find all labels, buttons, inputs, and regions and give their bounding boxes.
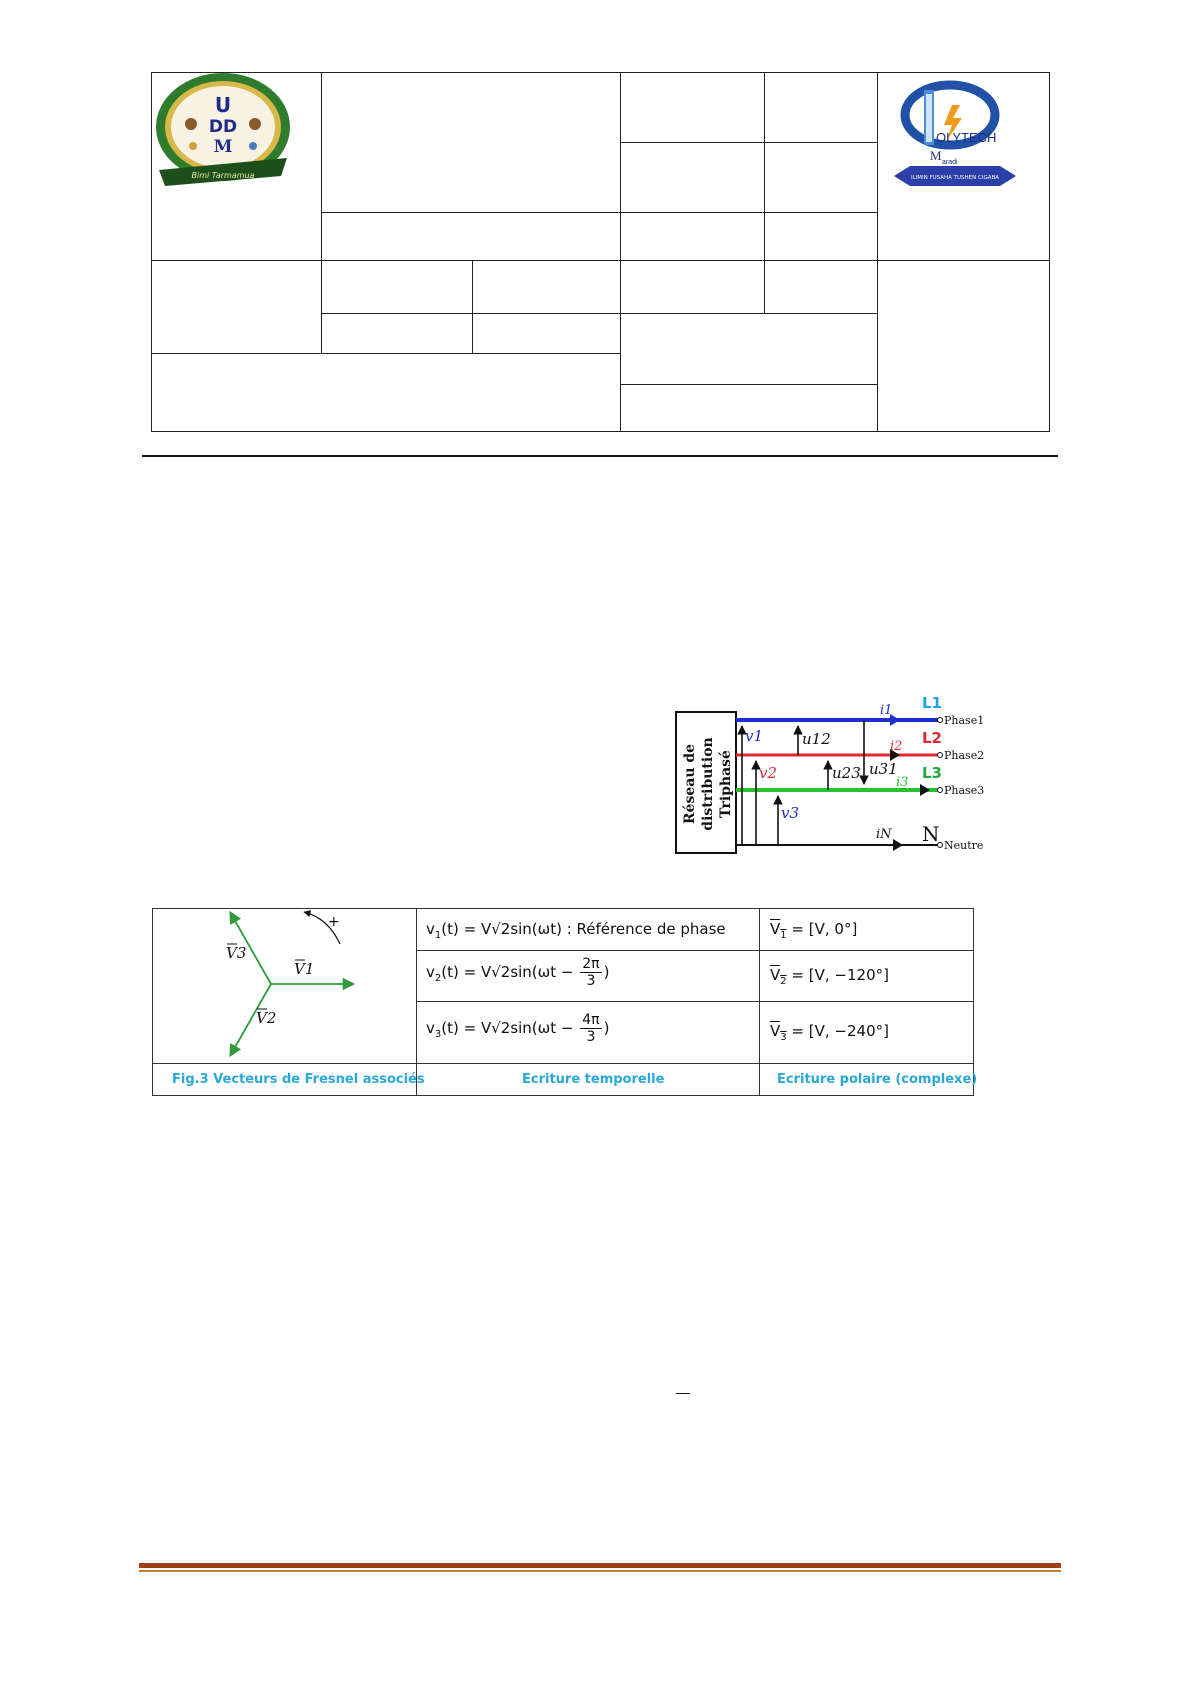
header-rule [151,260,1049,261]
header-rule [472,313,473,354]
polar-eq-2: $\overline{V}_2 = [V$, −120°] [770,966,889,987]
phase3-name: Phase3 [944,784,985,797]
current-i1-label: i1 [880,703,893,718]
header-rule [620,72,621,432]
voltage-u31-label: u31 [869,760,898,778]
voltage-v1-label: v1 [745,727,764,745]
voltage-v2-label: v2 [759,764,778,782]
header-rule [151,353,621,354]
uddm-letters-dd: DD [208,117,238,137]
phase1-name: Phase1 [944,714,985,727]
caption-fig3: Fig.3 Vecteurs de Fresnel associés [172,1072,425,1087]
table-row-divider [416,1001,974,1002]
header-rule [620,142,877,143]
voltage-u23-label: u23 [832,764,861,782]
fresnel-vectors-figure [156,908,412,1060]
rotation-sign: + [328,914,340,930]
temporal-eq-3: $v_3(t) = V√2\sin(\omega t$ − $\frac{4\pi}{3}$ ) [426,1012,610,1045]
polytech-brand-text: OLYTECH [936,130,997,145]
line-n-label: N [922,822,940,846]
footer-bar-thin [139,1570,1061,1572]
polar-eq-3: $\overline{V}_3 = [V$, −240°] [770,1022,889,1043]
header-rule [877,72,878,432]
current-i2-label: i2 [890,739,903,754]
header-rule [321,72,322,354]
table-col-divider [416,908,417,1096]
header-rule [620,384,877,385]
voltage-u12-label: u12 [802,730,831,748]
line-l1-label: L1 [922,694,942,712]
three-phase-network-diagram [668,686,1003,862]
network-box-label-3: Triphasé [718,750,734,818]
line-l2-label: L2 [922,729,942,747]
header-border-bottom [151,431,1049,432]
header-rule [321,212,877,213]
vector-v1-label: V1 [294,960,315,978]
line-l3-label: L3 [922,764,942,782]
table-border-left [152,908,153,1096]
current-in-label: iN [876,827,892,842]
current-i3-label: i3 [896,775,909,790]
header-rule [321,313,877,314]
header-separator [142,455,1058,457]
vector-v2-label: V2 [256,1009,277,1027]
voltage-v3-label: v3 [781,804,800,822]
uddm-banner-text: Bimi Tarmamua [191,171,255,180]
table-border-bottom [152,1095,974,1096]
header-border-left [151,72,152,432]
temporal-eq-1: $v_1(t) = V√2\sin(\omega t)$ : Référence de phase [426,920,726,941]
svg-text:M: M [930,148,942,163]
polytech-logo [890,80,1020,200]
footer-bar [139,1563,1061,1568]
caption-polar: Ecriture polaire (complexe) [777,1072,978,1087]
fresnel-table [152,908,978,1096]
uddm-letter-u: U [214,93,232,117]
polytech-banner-text: ILIMIN FUSAHA TUSHEN CIGABA [910,175,1000,181]
temporal-eq-2: $v_2(t) = V√2\sin(\omega t$ − $\frac{2\pi}{3}$ ) [426,956,610,989]
network-box-label-1: Réseau de [682,743,698,825]
network-box-label-2: distribution [700,737,716,831]
vector-v3-label: V3 [226,944,247,962]
phase2-name: Phase2 [944,749,985,762]
table-col-divider [759,908,760,1096]
header-rule [764,72,765,314]
table-row-divider [416,950,974,951]
polytech-sub-text: aradi [942,159,958,166]
uddm-letter-m: M [213,137,233,157]
header-rule [472,260,473,314]
caption-temporal: Ecriture temporelle [522,1072,665,1087]
stray-overline-mark [676,1393,690,1394]
table-row-divider [152,1063,974,1064]
polar-eq-1: $\overline{V}_1 = [V$, 0°] [770,920,858,941]
header-border-right [1049,72,1050,432]
table-border-right [973,908,974,1096]
uddm-logo [153,72,293,192]
neutral-name: Neutre [944,839,984,852]
